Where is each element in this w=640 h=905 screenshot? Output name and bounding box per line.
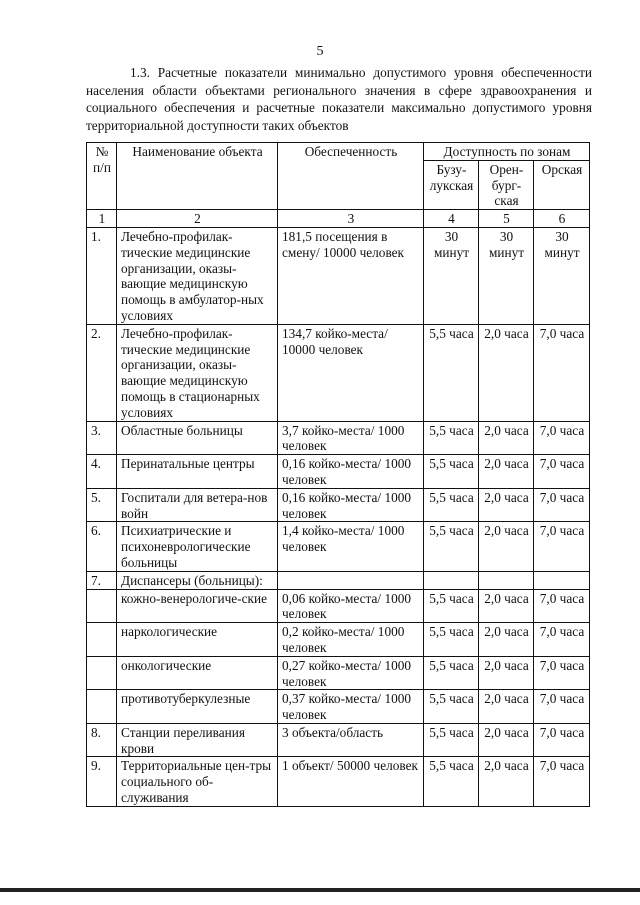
index-cell: 6 bbox=[534, 210, 590, 228]
row-zone-orsk-cell: 7,0 часа bbox=[534, 455, 590, 489]
row-supply-cell: 3 объекта/область bbox=[278, 723, 424, 757]
index-cell: 5 bbox=[479, 210, 534, 228]
row-zone-orenburg-cell: 2,0 часа bbox=[479, 488, 534, 522]
row-supply-cell: 0,16 койко-места/ 1000 человек bbox=[278, 455, 424, 489]
table-row bbox=[87, 571, 590, 589]
row-num-cell: 8. bbox=[87, 723, 117, 757]
row-name-cell: Перинатальные центры bbox=[117, 455, 278, 489]
row-num-cell bbox=[87, 589, 117, 623]
row-num-cell: 2. bbox=[87, 324, 117, 421]
row-supply-cell: 0,37 койко-места/ 1000 человек bbox=[278, 690, 424, 724]
row-num-cell: 3. bbox=[87, 421, 117, 455]
scan-bottom-edge bbox=[0, 888, 640, 892]
row-zone-buzuluk-cell: 5,5 часа bbox=[424, 723, 479, 757]
row-supply-cell: 1 объект/ 50000 человек bbox=[278, 757, 424, 806]
row-zone-orenburg-cell: 2,0 часа bbox=[479, 623, 534, 657]
row-zone-buzuluk-cell: 5,5 часа bbox=[424, 757, 479, 806]
section-heading: 1.3. Расчетные показатели минимально допустимого уровня обеспеченности населения области объектами регионального значения в сфере здравоохранения и социального обеспечения и расчетные показатели максимально допустимого уровня территориальной доступности таких объектов bbox=[86, 65, 592, 133]
row-zone-orsk-cell: 7,0 часа bbox=[534, 522, 590, 571]
header-name: Наименование объекта bbox=[117, 143, 278, 210]
row-supply-cell: 0,16 койко-места/ 1000 человек bbox=[278, 488, 424, 522]
index-cell: 3 bbox=[278, 210, 424, 228]
header-zone-orenburg: Орен-бург-ская bbox=[479, 160, 534, 209]
table-row bbox=[87, 488, 590, 522]
index-cell: 4 bbox=[424, 210, 479, 228]
row-zone-orenburg-cell: 30 минут bbox=[479, 227, 534, 324]
row-supply-cell: 0,27 койко-места/ 1000 человек bbox=[278, 656, 424, 690]
row-num-cell: 1. bbox=[87, 227, 117, 324]
standards-table bbox=[86, 142, 590, 807]
row-zone-orsk-cell: 7,0 часа bbox=[534, 623, 590, 657]
row-zone-orsk-cell: 7,0 часа bbox=[534, 589, 590, 623]
row-zone-buzuluk-cell: 5,5 часа bbox=[424, 324, 479, 421]
row-zone-orsk-cell: 7,0 часа bbox=[534, 324, 590, 421]
row-name-cell: онкологические bbox=[117, 656, 278, 690]
row-zone-orenburg-cell bbox=[479, 571, 534, 589]
row-zone-orsk-cell: 7,0 часа bbox=[534, 421, 590, 455]
row-supply-cell: 0,2 койко-места/ 1000 человек bbox=[278, 623, 424, 657]
row-zone-buzuluk-cell: 5,5 часа bbox=[424, 488, 479, 522]
table-header-row bbox=[87, 143, 590, 161]
row-supply-cell: 134,7 койко-места/ 10000 человек bbox=[278, 324, 424, 421]
row-zone-orenburg-cell: 2,0 часа bbox=[479, 421, 534, 455]
table-row bbox=[87, 421, 590, 455]
row-num-cell: 4. bbox=[87, 455, 117, 489]
table-row bbox=[87, 757, 590, 806]
table-row bbox=[87, 522, 590, 571]
table-row bbox=[87, 455, 590, 489]
row-name-cell: Диспансеры (больницы): bbox=[117, 571, 278, 589]
row-zone-orenburg-cell: 2,0 часа bbox=[479, 589, 534, 623]
row-num-cell: 5. bbox=[87, 488, 117, 522]
row-supply-cell: 181,5 посещения в смену/ 10000 человек bbox=[278, 227, 424, 324]
row-num-cell bbox=[87, 623, 117, 657]
row-name-cell: Лечебно-профилак-тические медицинские организации, оказы-вающие медицинскую помощь в амбулатор-ных условиях bbox=[117, 227, 278, 324]
row-zone-buzuluk-cell: 5,5 часа bbox=[424, 690, 479, 724]
row-zone-orsk-cell: 7,0 часа bbox=[534, 488, 590, 522]
row-zone-orsk-cell: 7,0 часа bbox=[534, 723, 590, 757]
row-zone-buzuluk-cell: 5,5 часа bbox=[424, 522, 479, 571]
row-zone-buzuluk-cell bbox=[424, 571, 479, 589]
row-supply-cell: 1,4 койко-места/ 1000 человек bbox=[278, 522, 424, 571]
page-number: 5 bbox=[316, 44, 324, 59]
index-cell: 2 bbox=[117, 210, 278, 228]
row-zone-orenburg-cell: 2,0 часа bbox=[479, 455, 534, 489]
row-zone-orenburg-cell: 2,0 часа bbox=[479, 324, 534, 421]
row-zone-orsk-cell: 7,0 часа bbox=[534, 757, 590, 806]
row-zone-buzuluk-cell: 5,5 часа bbox=[424, 656, 479, 690]
row-name-cell: Психиатрические и психоневрологические больницы bbox=[117, 522, 278, 571]
row-num-cell: 7. bbox=[87, 571, 117, 589]
row-name-cell: противотуберкулезные bbox=[117, 690, 278, 724]
row-name-cell: кожно-венерологиче-ские bbox=[117, 589, 278, 623]
row-zone-buzuluk-cell: 5,5 часа bbox=[424, 421, 479, 455]
row-zone-orsk-cell: 7,0 часа bbox=[534, 656, 590, 690]
row-name-cell: Территориальные цен-тры социального об-служивания bbox=[117, 757, 278, 806]
header-zone-orsk: Орская bbox=[534, 160, 590, 209]
table-row bbox=[87, 656, 590, 690]
table-row bbox=[87, 589, 590, 623]
header-supply: Обеспеченность bbox=[278, 143, 424, 210]
row-name-cell: Станции переливания крови bbox=[117, 723, 278, 757]
row-zone-orenburg-cell: 2,0 часа bbox=[479, 723, 534, 757]
row-zone-buzuluk-cell: 30 минут bbox=[424, 227, 479, 324]
row-num-cell bbox=[87, 690, 117, 724]
row-name-cell: Лечебно-профилак-тические медицинские организации, оказы-вающие медицинскую помощь в стационарных условиях bbox=[117, 324, 278, 421]
row-zone-orenburg-cell: 2,0 часа bbox=[479, 522, 534, 571]
table-index-row bbox=[87, 210, 590, 228]
row-num-cell: 9. bbox=[87, 757, 117, 806]
row-supply-cell bbox=[278, 571, 424, 589]
row-num-cell bbox=[87, 656, 117, 690]
table-row bbox=[87, 324, 590, 421]
table-row bbox=[87, 723, 590, 757]
row-zone-orsk-cell: 7,0 часа bbox=[534, 690, 590, 724]
row-zone-buzuluk-cell: 5,5 часа bbox=[424, 623, 479, 657]
row-zone-orenburg-cell: 2,0 часа bbox=[479, 757, 534, 806]
row-name-cell: Госпитали для ветера-нов войн bbox=[117, 488, 278, 522]
row-zone-orenburg-cell: 2,0 часа bbox=[479, 690, 534, 724]
index-cell: 1 bbox=[87, 210, 117, 228]
row-num-cell: 6. bbox=[87, 522, 117, 571]
row-zone-buzuluk-cell: 5,5 часа bbox=[424, 589, 479, 623]
table-row bbox=[87, 623, 590, 657]
row-supply-cell: 0,06 койко-места/ 1000 человек bbox=[278, 589, 424, 623]
row-zone-orenburg-cell: 2,0 часа bbox=[479, 656, 534, 690]
table-row bbox=[87, 227, 590, 324]
row-zone-orsk-cell bbox=[534, 571, 590, 589]
row-name-cell: наркологические bbox=[117, 623, 278, 657]
row-zone-orsk-cell: 30 минут bbox=[534, 227, 590, 324]
header-num: № п/п bbox=[87, 143, 117, 210]
row-zone-buzuluk-cell: 5,5 часа bbox=[424, 455, 479, 489]
row-supply-cell: 3,7 койко-места/ 1000 человек bbox=[278, 421, 424, 455]
header-zones: Доступность по зонам bbox=[424, 143, 590, 161]
row-name-cell: Областные больницы bbox=[117, 421, 278, 455]
table-row bbox=[87, 690, 590, 724]
header-zone-buzuluk: Бузу-лукская bbox=[424, 160, 479, 209]
